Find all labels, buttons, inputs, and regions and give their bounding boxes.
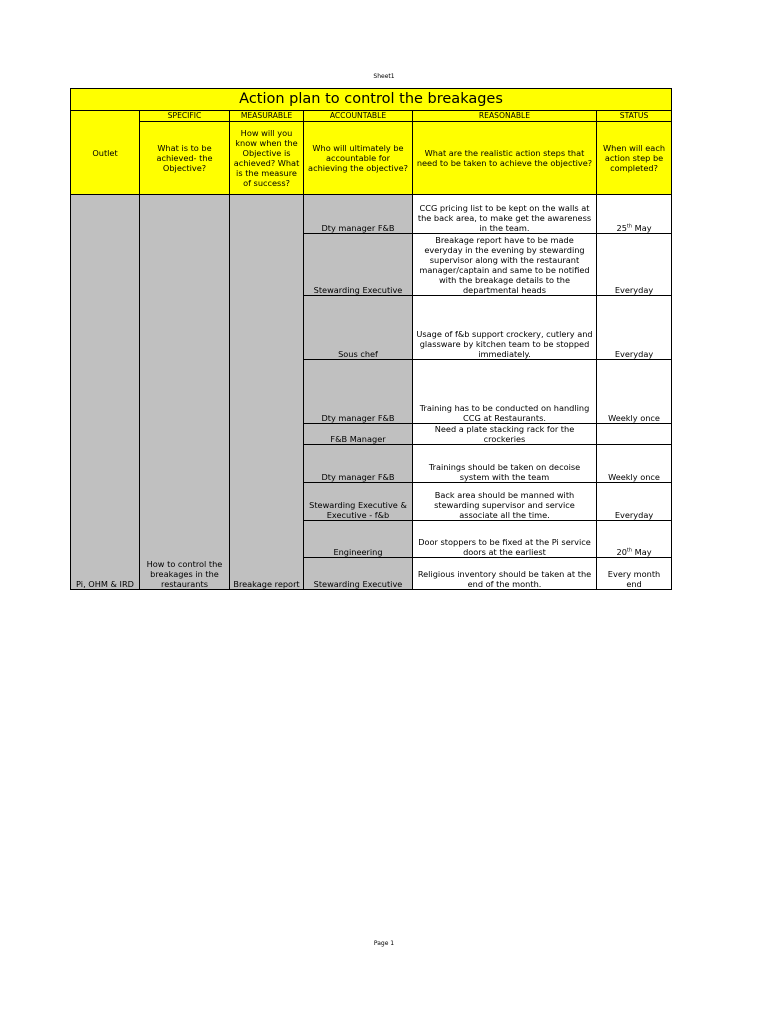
status-cell: Weekly once — [597, 445, 672, 483]
accountable-cell: Dty manager F&B — [304, 195, 413, 234]
header-status: STATUS — [597, 111, 672, 122]
outlet-header: Outlet — [71, 111, 140, 195]
question-status: When will each action step be completed? — [597, 122, 672, 195]
reasonable-cell: CCG pricing list to be kept on the walls at the back area, to make get the awareness in the team. — [413, 195, 597, 234]
reasonable-cell: Usage of f&b support crockery, cutlery and glassware by kitchen team to be stopped immediately. — [413, 296, 597, 360]
question-accountable: Who will ultimately be accountable for achieving the objective? — [304, 122, 413, 195]
reasonable-cell: Breakage report have to be made everyday in the evening by stewarding supervisor along with the restaurant manager/captain and same to be notified with the breakage details to the departmental heads — [413, 234, 597, 296]
header-reasonable: REASONABLE — [413, 111, 597, 122]
accountable-cell: Stewarding Executive — [304, 558, 413, 590]
title-row — [71, 89, 672, 111]
accountable-cell: Engineering — [304, 521, 413, 558]
header-accountable: ACCOUNTABLE — [304, 111, 413, 122]
sheet-name: Sheet1 — [373, 73, 395, 80]
status-cell: Every month end — [597, 558, 672, 590]
reasonable-cell: Trainings should be taken on decoise system with the team — [413, 445, 597, 483]
header-specific: SPECIFIC — [140, 111, 230, 122]
status-cell: Weekly once — [597, 360, 672, 424]
header-measurable: MEASURABLE — [230, 111, 304, 122]
status-cell: 20th May — [597, 521, 672, 558]
status-cell: 25th May — [597, 195, 672, 234]
status-cell: Everyday — [597, 483, 672, 521]
question-reasonable: What are the realistic action steps that need to be taken to achieve the objective? — [413, 122, 597, 195]
status-cell — [597, 424, 672, 445]
accountable-cell: Sous chef — [304, 296, 413, 360]
column-header-row — [71, 111, 672, 122]
outlet-cell: Pi, OHM & IRD — [71, 195, 140, 590]
status-cell: Everyday — [597, 296, 672, 360]
reasonable-cell: Need a plate stacking rack for the crockeries — [413, 424, 597, 445]
reasonable-cell: Door stoppers to be fixed at the Pi service doors at the earliest — [413, 521, 597, 558]
measurable-cell: Breakage report — [230, 195, 304, 590]
reasonable-cell: Training has to be conducted on handling CCG at Restaurants. — [413, 360, 597, 424]
status-cell: Everyday — [597, 234, 672, 296]
question-measurable: How will you know when the Objective is achieved? What is the measure of success? — [230, 122, 304, 195]
table-row — [71, 195, 672, 234]
table-title: Action plan to control the breakages — [71, 89, 672, 111]
specific-cell: How to control the breakages in the restaurants — [140, 195, 230, 590]
accountable-cell: Dty manager F&B — [304, 360, 413, 424]
accountable-cell: Stewarding Executive & Executive - f&b — [304, 483, 413, 521]
question-row — [71, 122, 672, 195]
accountable-cell: F&B Manager — [304, 424, 413, 445]
reasonable-cell: Back area should be manned with stewarding supervisor and service associate all the time. — [413, 483, 597, 521]
page-number: Page 1 — [373, 940, 395, 947]
question-specific: What is to be achieved- the Objective? — [140, 122, 230, 195]
accountable-cell: Stewarding Executive — [304, 234, 413, 296]
reasonable-cell: Religious inventory should be taken at the end of the month. — [413, 558, 597, 590]
accountable-cell: Dty manager F&B — [304, 445, 413, 483]
action-plan-table — [70, 88, 672, 590]
